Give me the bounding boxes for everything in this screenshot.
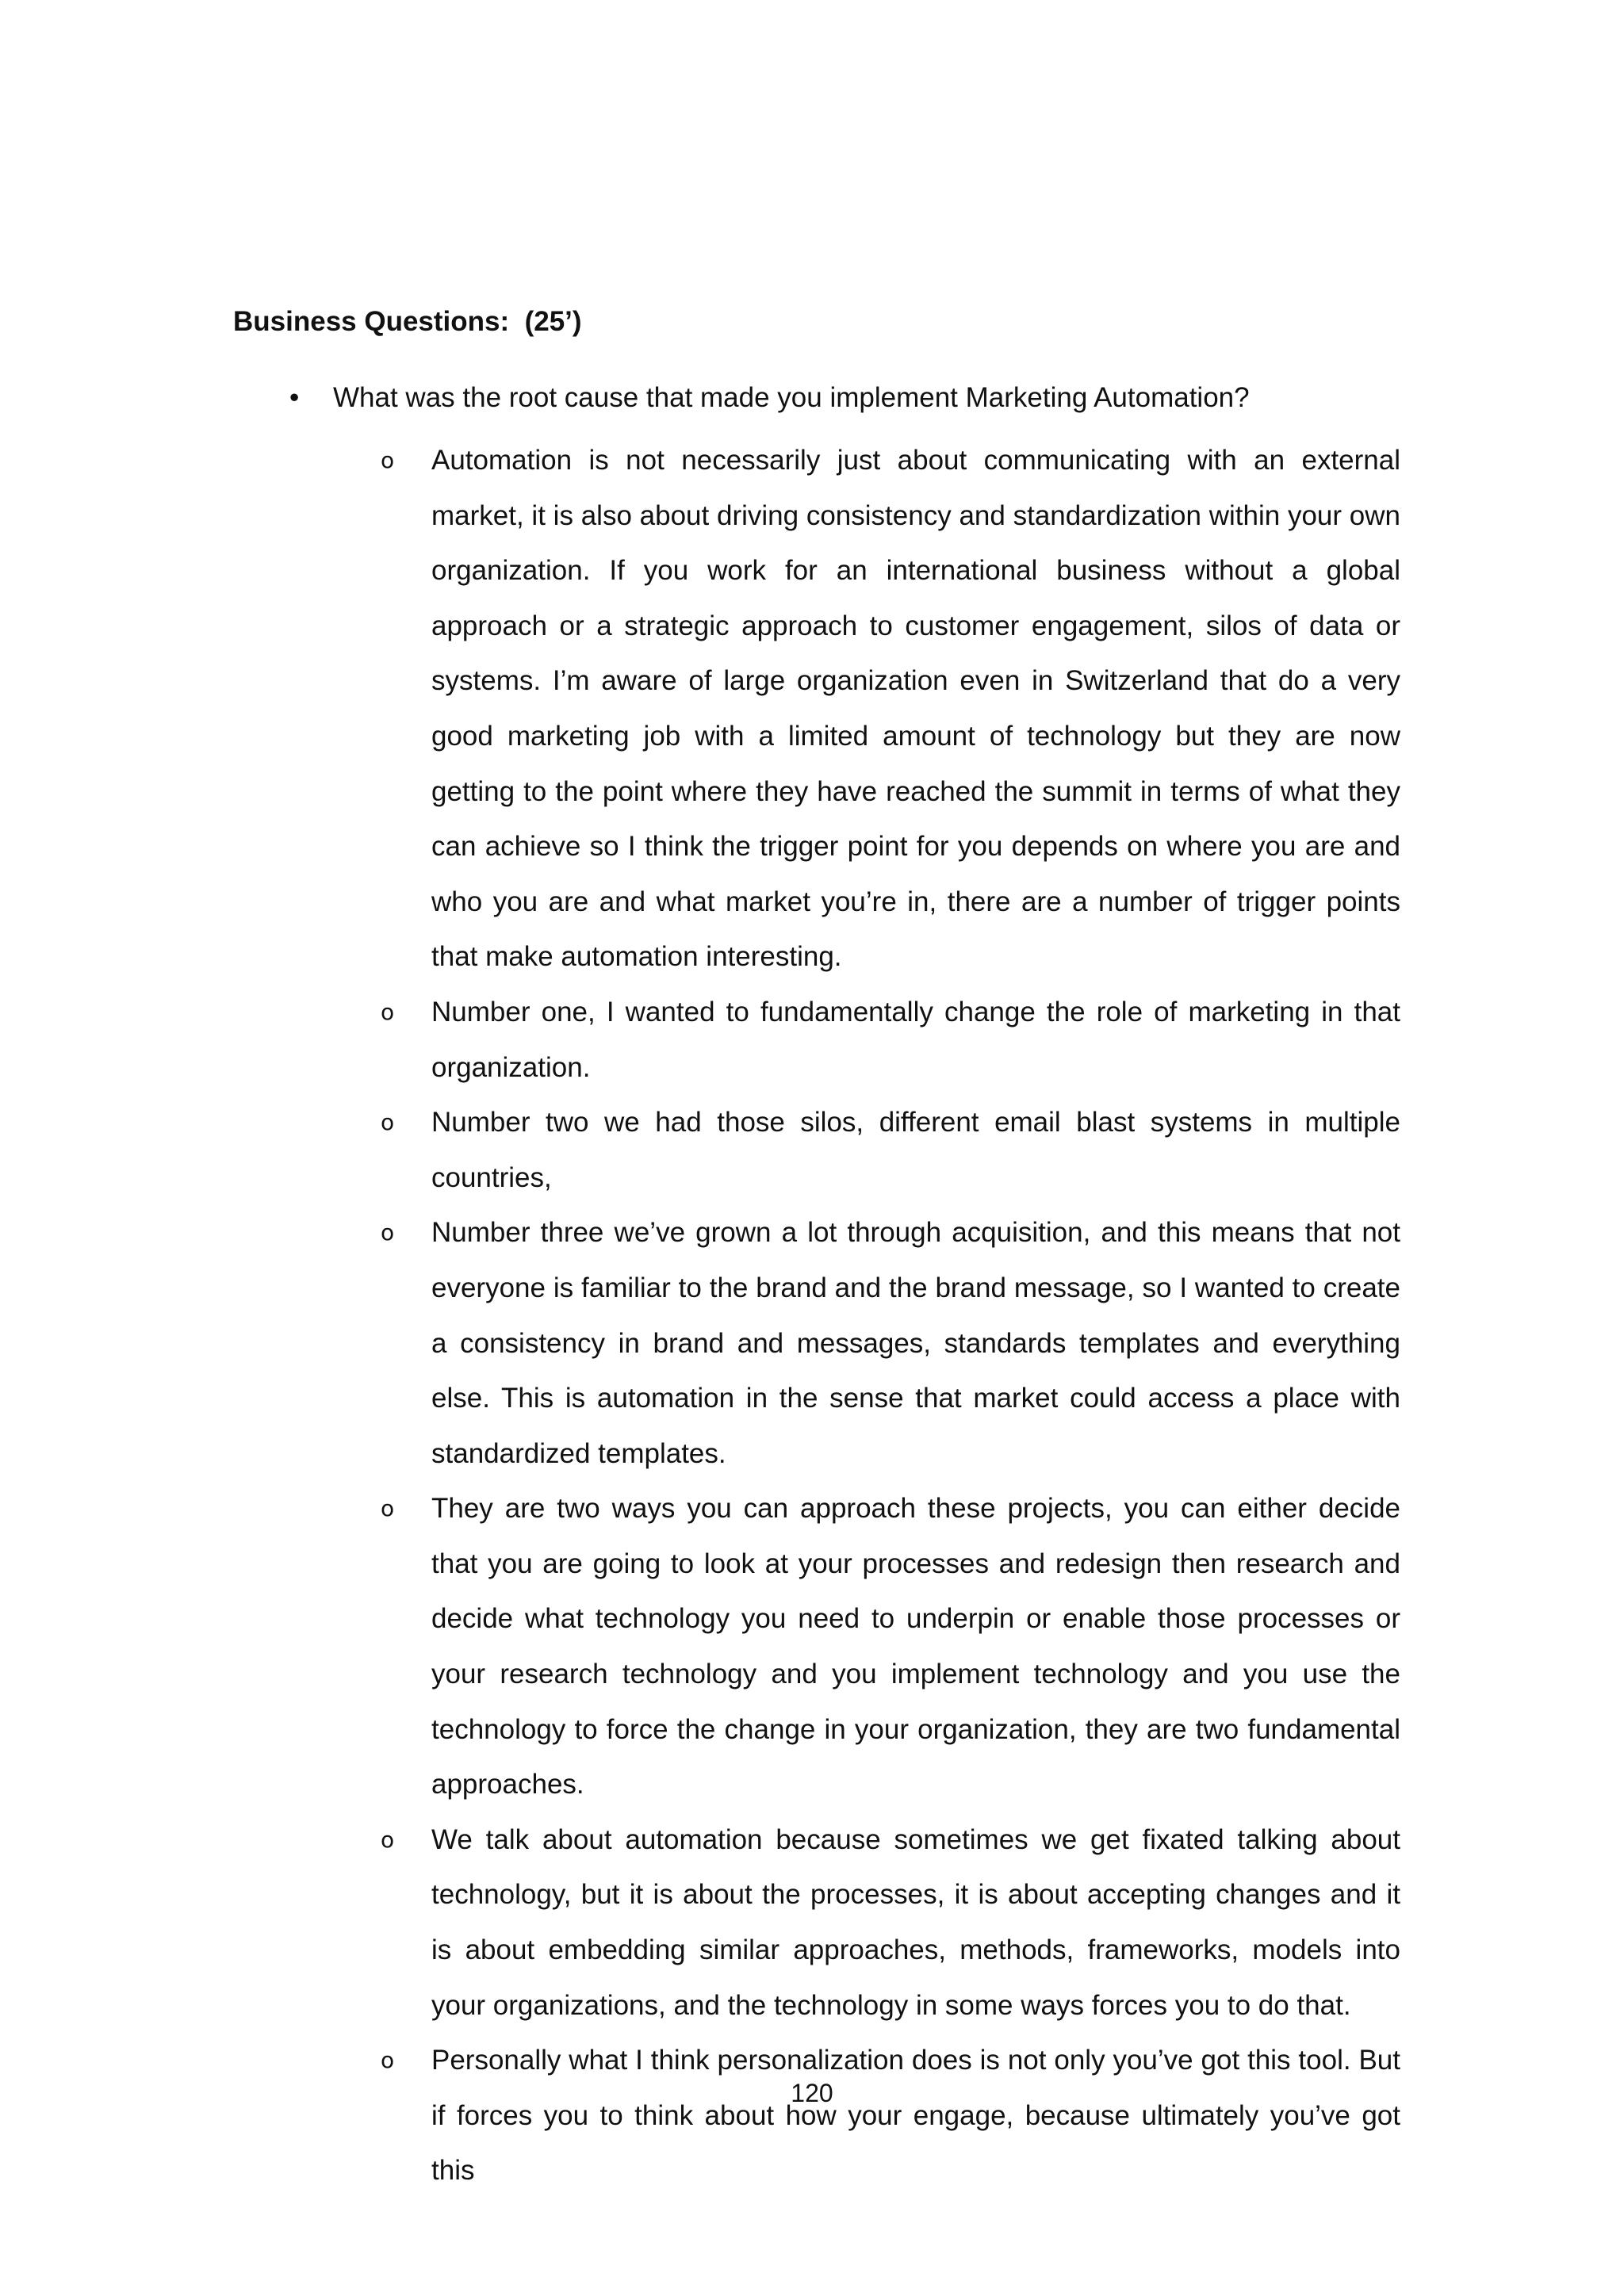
- answer-item: [377, 1812, 1400, 2033]
- answer-text: We talk about automation because sometimes we get fixated talking about technology, but it is about the processes, it is about accepting changes and it is about embedding similar approaches, methods, frameworks, models into your organizations, and the technology in some ways forces you to do that.: [431, 1823, 1400, 2021]
- answer-item: [377, 1481, 1400, 1812]
- page-number: 120: [791, 2079, 833, 2107]
- answer-item: [377, 1205, 1400, 1481]
- answer-text: Automation is not necessarily just about communicating with an external market, it is also about driving consistency and standardization within your own organization. If you work for an international business without a global approach or a strategic approach to customer engagement, silos of data or systems. I’m aware of large organization even in Switzerland that do a very good marketing job with a limited amount of technology but they are now getting to the point where they have reached the summit in terms of what they can achieve so I think the trigger point for you depends on where you are and who you are and what market you’re in, there are a number of trigger points that make automation interesting.: [431, 445, 1400, 973]
- question-text: What was the root cause that made you implement Marketing Automation?: [333, 382, 1250, 413]
- answer-text: Number two we had those silos, different email blast systems in multiple countries,: [431, 1107, 1400, 1193]
- section-heading: Business Questions: (25’): [233, 306, 582, 337]
- circle-bullet-icon: o: [381, 1826, 395, 1853]
- answer-list: [377, 433, 1400, 2198]
- answer-text: They are two ways you can approach these projects, you can either decide that you are going to look at your processes and redesign then research and decide what technology you need to underpin or enable those processes or your research technology and you implement technology and you use the technology to force the change in your organization, they are two fundamental approaches.: [431, 1493, 1400, 1800]
- answer-item: [377, 2033, 1400, 2198]
- circle-bullet-icon: o: [381, 2047, 395, 2074]
- circle-bullet-icon: o: [381, 447, 395, 473]
- answer-text: Number three we’ve grown a lot through acquisition, and this means that not everyone is familiar to the brand and the brand message, so I wanted to create a consistency in brand and messages, standards templates and everything else. This is automation in the sense that market could access a place with standardized templates.: [431, 1217, 1400, 1469]
- answer-text: Number one, I wanted to fundamentally change the role of marketing in that organization.: [431, 996, 1400, 1083]
- answer-item: [377, 985, 1400, 1095]
- answer-item: [377, 433, 1400, 985]
- answer-text: Personally what I think personalization does is not only you’ve got this tool. But if forces you to think about how your engage, because ultimately you’ve got this: [431, 2045, 1400, 2187]
- circle-bullet-icon: o: [381, 1495, 395, 1522]
- circle-bullet-icon: o: [381, 1219, 395, 1246]
- circle-bullet-icon: o: [381, 1109, 395, 1136]
- circle-bullet-icon: o: [381, 998, 395, 1025]
- answer-item: [377, 1095, 1400, 1205]
- bullet-marker: •: [289, 382, 300, 413]
